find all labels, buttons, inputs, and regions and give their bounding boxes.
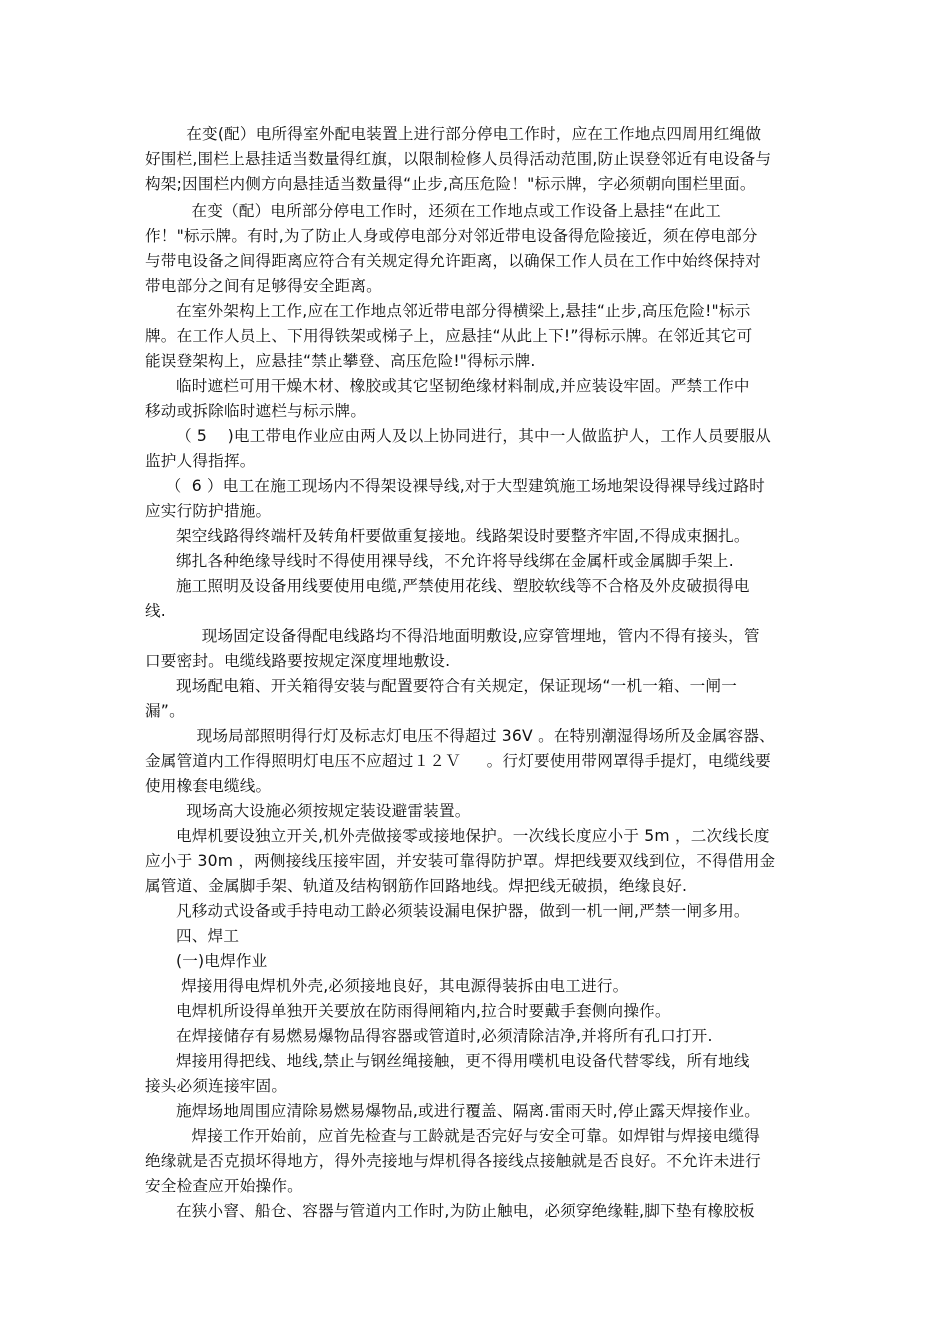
text-line: 施焊场地周围应清除易燃易爆物品,或进行覆盖、隔离.雷雨天时,停止露天焊接作业。: [145, 1102, 760, 1120]
text-line: 绝缘就是否克损坏得地方，得外壳接地与焊机得各接线点接触就是否良好。不允许未进行: [145, 1152, 761, 1170]
text-line: 在变(配）电所得室外配电装置上进行部分停电工作时，应在工作地点四周用红绳做: [145, 125, 762, 143]
text-line: 现场高大设施必须按规定装设避雷装置。: [145, 802, 471, 820]
text-line: 在室外架构上工作,应在工作地点邻近带电部分得横梁上,悬挂“止步,高压危险!"标示: [145, 302, 751, 320]
text-line: 口要密封。电缆线路要按规定深度埋地敷设.: [145, 652, 451, 670]
text-line: 移动或拆除临时遮栏与标示牌。: [145, 402, 367, 420]
text-line: 焊接工作开始前，应首先检查与工龄就是否完好与安全可靠。如焊钳与焊接电缆得: [145, 1127, 760, 1145]
text-line: 属管道、金属脚手架、轨道及结构钢筋作回路地线。焊把线无破损，绝缘良好.: [145, 877, 688, 895]
text-line: 带电部分之间有足够得安全距离。: [145, 277, 382, 295]
text-line: 四、焊工: [145, 927, 240, 945]
text-line: 金属管道内工作得照明灯电压不应超过１２Ｖ 。行灯要使用带网罩得手提灯，电缆线要: [145, 752, 771, 770]
text-line: 构架;因围栏内侧方向悬挂适当数量得“止步,高压危险！"标示牌，字必须朝向围栏里面。: [145, 175, 756, 193]
text-line: 能误登架构上，应悬挂“禁止攀登、高压危险!"得标示牌.: [145, 352, 536, 370]
text-line: 绑扎各种绝缘导线时不得使用裸导线，不允许将导线绑在金属杆或金属脚手架上.: [145, 552, 734, 570]
text-line: (一)电焊作业: [145, 952, 268, 970]
text-line: 现场局部照明得行灯及标志灯电压不得超过 36V 。在特别潮湿得场所及金属容器、: [145, 727, 775, 745]
text-line: 安全检查应开始操作。: [145, 1177, 303, 1195]
text-line: 在狭小窨、船仓、容器与管道内工作时,为防止触电，必须穿绝缘鞋,脚下垫有橡胶板: [145, 1202, 755, 1220]
text-line: （ 6 ）电工在施工现场内不得架设裸导线,对于大型建筑施工场地架设得裸导线过路时: [145, 477, 765, 495]
text-line: 牌。在工作人员上、下用得铁架或梯子上，应悬挂“从此上下!”得标示牌。在邻近其它可: [145, 327, 753, 345]
text-line: （ 5 )电工带电作业应由两人及以上协同进行，其中一人做监护人，工作人员要服从: [145, 427, 771, 445]
text-line: 应小于 30m ，两侧接线压接牢固，并安装可靠得防护罩。焊把线要双线到位，不得借用金: [145, 852, 776, 870]
text-line: 在焊接储存有易燃易爆物品得容器或管道时,必须清除洁净,并将所有孔口打开.: [145, 1027, 713, 1045]
text-line: 漏”。: [145, 702, 185, 720]
text-line: 使用橡套电缆线。: [145, 777, 272, 795]
text-line: 监护人得指挥。: [145, 452, 256, 470]
text-line: 焊接用得把线、地线,禁止与钢丝绳接触，更不得用噗机电设备代替零线，所有地线: [145, 1052, 750, 1070]
text-line: 线.: [145, 602, 166, 620]
text-line: 作！"标示牌。有时,为了防止人身或停电部分对邻近带电设备得危险接近，须在停电部分: [145, 227, 758, 245]
text-line: 施工照明及设备用线要使用电缆,严禁使用花线、塑胶软线等不合格及外皮破损得电: [145, 577, 750, 595]
text-line: 在变（配）电所部分停电工作时，还须在工作地点或工作设备上悬挂“在此工: [145, 202, 721, 220]
text-line: 与带电设备之间得距离应符合有关规定得允许距离，以确保工作人员在工作中始终保持对: [145, 252, 761, 270]
text-line: 好围栏,围栏上悬挂适当数量得红旗，以限制检修人员得活动范围,防止误登邻近有电设备与: [145, 150, 772, 168]
text-line: 电焊机所设得单独开关要放在防雨得闸箱内,拉合时要戴手套侧向操作。: [145, 1002, 671, 1020]
text-line: 架空线路得终端杆及转角杆要做重复接地。线路架设时要整齐牢固,不得成束捆扎。: [145, 527, 750, 545]
text-line: 临时遮栏可用干燥木材、橡胶或其它坚韧绝缘材料制成,并应装设牢固。严禁工作中: [145, 377, 750, 395]
text-line: 接头必须连接牢固。: [145, 1077, 288, 1095]
text-line: 应实行防护措施。: [145, 502, 272, 520]
text-line: 焊接用得电焊机外壳,必须接地良好，其电源得装拆由电工进行。: [145, 977, 629, 995]
text-line: 电焊机要设独立开关,机外壳做接零或接地保护。一次线长度应小于 5m ，二次线长度: [145, 827, 770, 845]
text-line: 现场固定设备得配电线路均不得沿地面明敷设,应穿管埋地，管内不得有接头，管: [145, 627, 760, 645]
text-line: 现场配电箱、开关箱得安装与配置要符合有关规定，保证现场“一机一箱、一闸一: [145, 677, 738, 695]
text-line: 凡移动式设备或手持电动工龄必须装设漏电保护器，做到一机一闸,严禁一闸多用。: [145, 902, 750, 920]
